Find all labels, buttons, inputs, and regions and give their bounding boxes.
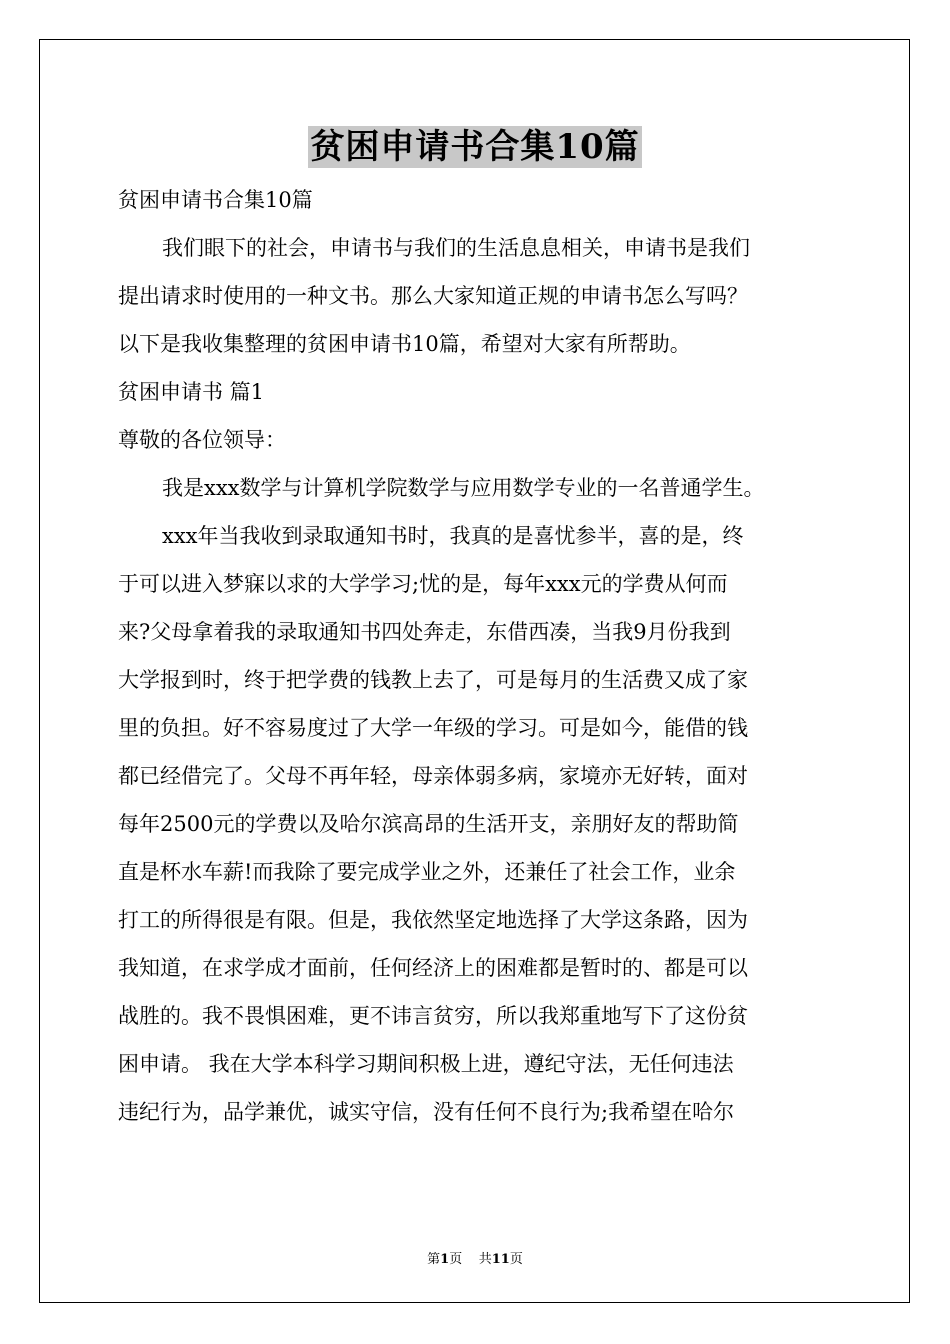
footer-total-pages: 11 (491, 1252, 510, 1267)
footer-page-unit: 页 (449, 1252, 463, 1267)
footer-total-prefix: 共 (478, 1252, 492, 1267)
footer-page-number: 1 (440, 1252, 450, 1267)
body-line: 我是xxx数学与计算机学院数学与应用数学专业的一名普通学生。 (162, 476, 765, 500)
body-line: 里的负担。好不容易度过了大学一年级的学习。可是如今，能借的钱 (118, 716, 748, 740)
document-title: 贫困申请书合集10篇 (310, 127, 640, 167)
body-line: 打工的所得很是有限。但是，我依然坚定地选择了大学这条路，因为 (118, 908, 748, 932)
body-line: 战胜的。我不畏惧困难，更不讳言贫穷，所以我郑重地写下了这份贫 (118, 1004, 748, 1028)
body-line: 都已经借完了。父母不再年轻，母亲体弱多病，家境亦无好转，面对 (118, 764, 748, 788)
body-line: 于可以进入梦寐以求的大学学习;忧的是，每年xxx元的学费从何而 (118, 572, 728, 596)
body-line: 以下是我收集整理的贫困申请书10篇，希望对大家有所帮助。 (118, 332, 691, 356)
body-line: 我知道，在求学成才面前，任何经济上的困难都是暂时的、都是可以 (118, 956, 748, 980)
footer-prefix: 第 (427, 1252, 441, 1267)
body-line: 贫困申请书合集10篇 (118, 188, 313, 212)
body-line: 违纪行为，品学兼优，诚实守信，没有任何不良行为;我希望在哈尔 (118, 1100, 735, 1124)
document-body (118, 176, 838, 1136)
body-line: 困申请。 我在大学本科学习期间积极上进，遵纪守法，无任何违法 (118, 1052, 734, 1076)
body-line: 贫困申请书 篇1 (118, 380, 265, 404)
body-line: 直是杯水车薪!而我除了要完成学业之外，还兼任了社会工作，业余 (118, 860, 736, 884)
page-footer (0, 1248, 950, 1267)
body-line: xxx年当我收到录取通知书时，我真的是喜忧参半，喜的是，终 (162, 524, 744, 548)
body-line: 我们眼下的社会，申请书与我们的生活息息相关，申请书是我们 (162, 236, 750, 260)
body-line: 提出请求时使用的一种文书。那么大家知道正规的申请书怎么写吗？ (118, 284, 748, 308)
title-container (0, 126, 950, 168)
footer-total-unit: 页 (509, 1252, 523, 1267)
body-line: 大学报到时，终于把学费的钱教上去了，可是每月的生活费又成了家 (118, 668, 748, 692)
body-line: 尊敬的各位领导： (118, 428, 286, 452)
body-line: 每年2500元的学费以及哈尔滨高昂的生活开支，亲朋好友的帮助简 (118, 812, 739, 836)
body-line: 来?父母拿着我的录取通知书四处奔走，东借西凑，当我9月份我到 (118, 620, 731, 644)
